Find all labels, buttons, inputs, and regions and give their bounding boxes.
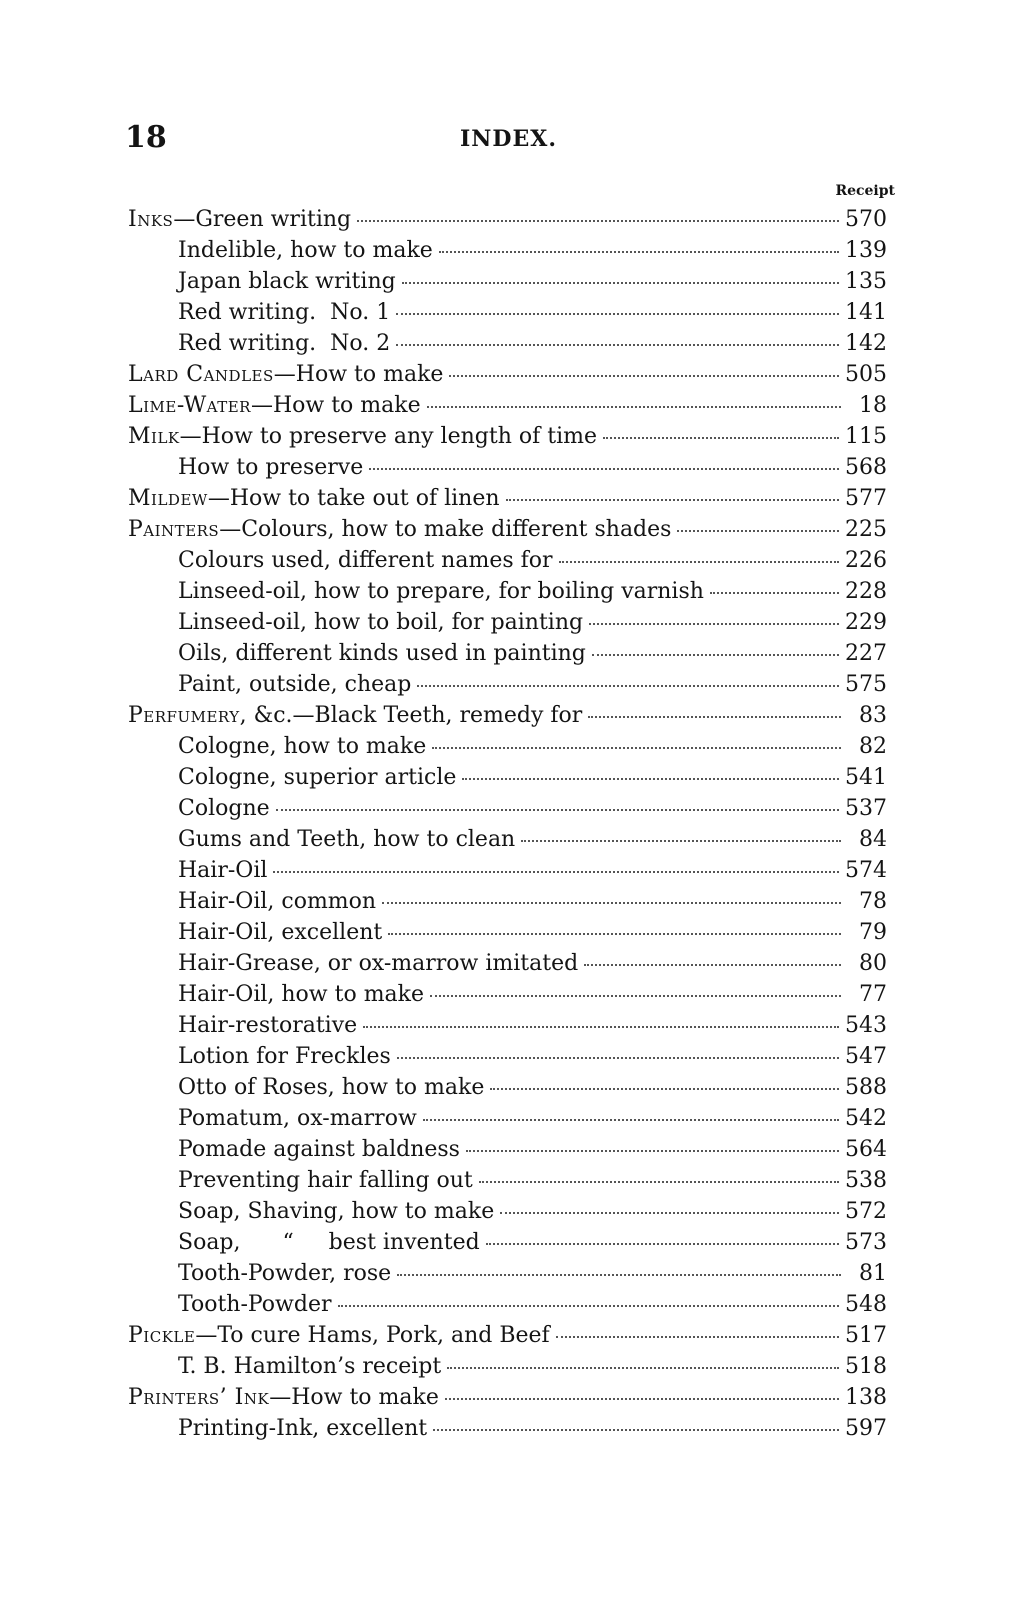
receipt-number: 537 [845, 796, 887, 821]
entry-text: How to preserve [178, 455, 364, 480]
dot-leader [466, 1150, 839, 1152]
receipt-number: 83 [859, 703, 887, 728]
index-entry-sub [0, 855, 1035, 886]
entry-label [178, 297, 390, 328]
receipt-number: 115 [845, 424, 887, 449]
entry-text: Japan black writing [178, 269, 396, 294]
entry-label [178, 1227, 480, 1258]
index-entry-sub [0, 886, 1035, 917]
entry-text: —How to make [273, 362, 444, 387]
entry-label [178, 545, 553, 576]
receipt-number: 597 [845, 1416, 887, 1441]
receipt-number: 135 [845, 269, 887, 294]
dot-leader [427, 406, 841, 408]
receipt-number: 547 [845, 1044, 887, 1069]
receipt-number: 138 [845, 1385, 887, 1410]
entry-text: Hair-Oil [178, 858, 268, 883]
dot-leader [677, 530, 839, 532]
entry-label [178, 762, 456, 793]
entry-text: Otto of Roses, how to make [178, 1075, 485, 1100]
entry-label [128, 700, 582, 731]
entry-label [178, 917, 382, 948]
entry-label [178, 731, 426, 762]
entry-text: —Colours, how to make different shades [219, 517, 672, 542]
dot-leader [423, 1119, 839, 1121]
entry-text: Hair-Grease, or ox-marrow imitated [178, 951, 579, 976]
entry-text: Cologne [178, 796, 270, 821]
entry-label [178, 1103, 417, 1134]
index-entry-sub [0, 545, 1035, 576]
entry-text: —How to preserve any length of time [179, 424, 598, 449]
entry-label [178, 1041, 391, 1072]
entry-label [178, 1351, 441, 1382]
entry-text: —Green writing [173, 207, 352, 232]
index-entry-sub [0, 793, 1035, 824]
entry-label [178, 1072, 484, 1103]
entry-text: Preventing hair falling out [178, 1168, 473, 1193]
entry-label [178, 638, 586, 669]
index-entry-sub [0, 638, 1035, 669]
entry-text: Paint, outside, cheap [178, 672, 412, 697]
index-entry-sub [0, 297, 1035, 328]
dot-leader [506, 499, 839, 501]
dot-leader [447, 1367, 839, 1369]
receipt-number: 139 [845, 238, 887, 263]
entry-label [178, 607, 583, 638]
entry-text: —How to make [250, 393, 421, 418]
index-entry-sub [0, 979, 1035, 1010]
entry-text: Red writing. No. 2 [178, 331, 391, 356]
dot-leader [432, 747, 841, 749]
receipt-number: 538 [845, 1168, 887, 1193]
receipt-number: 79 [859, 920, 887, 945]
entry-heading: Pickle [128, 1323, 196, 1348]
entry-label [178, 452, 363, 483]
dot-leader [449, 375, 839, 377]
entry-text: Linseed-oil, how to boil, for painting [178, 610, 584, 635]
index-entry-main [0, 1382, 1035, 1413]
dot-leader [521, 840, 841, 842]
index-entry-sub [0, 731, 1035, 762]
index-entry-sub [0, 1072, 1035, 1103]
entry-heading: Mildew [128, 486, 208, 511]
dot-leader [397, 1274, 841, 1276]
entry-text: Cologne, superior article [178, 765, 457, 790]
entry-label [178, 669, 411, 700]
receipt-number: 225 [845, 517, 887, 542]
entry-text: Hair-restorative [178, 1013, 358, 1038]
receipt-number: 517 [845, 1323, 887, 1348]
receipt-number: 141 [845, 300, 887, 325]
receipt-number: 572 [845, 1199, 887, 1224]
entry-label [178, 1289, 332, 1320]
receipt-number: 505 [845, 362, 887, 387]
receipt-number: 568 [845, 455, 887, 480]
dot-leader [556, 1336, 839, 1338]
receipt-number: 575 [845, 672, 887, 697]
index-entry-main [0, 514, 1035, 545]
entry-text: Pomade against baldness [178, 1137, 460, 1162]
entry-heading: Perfumery [128, 703, 240, 728]
receipt-number: 226 [845, 548, 887, 573]
entry-label [178, 1134, 460, 1165]
dot-leader [357, 220, 839, 222]
receipt-number: 541 [845, 765, 887, 790]
entry-label [128, 421, 597, 452]
dot-leader [276, 809, 839, 811]
dot-leader [559, 561, 839, 563]
dot-leader [490, 1088, 839, 1090]
dot-leader [396, 344, 839, 346]
entry-label [178, 1010, 357, 1041]
entry-text: , &c.—Black Teeth, remedy for [239, 703, 583, 728]
receipt-number: 570 [845, 207, 887, 232]
dot-leader [588, 716, 841, 718]
entry-heading: Lard Candles [128, 362, 274, 387]
receipt-number: 78 [859, 889, 887, 914]
entry-text: Colours used, different names for [178, 548, 553, 573]
dot-leader [430, 995, 841, 997]
dot-leader [397, 1057, 839, 1059]
receipt-number: 228 [845, 579, 887, 604]
dot-leader [486, 1243, 839, 1245]
entry-text: Hair-Oil, common [178, 889, 377, 914]
dot-leader [433, 1429, 839, 1431]
receipt-number: 574 [845, 858, 887, 883]
entry-label [178, 1258, 391, 1289]
entry-text: Soap, Shaving, how to make [178, 1199, 495, 1224]
dot-leader [369, 468, 839, 470]
receipt-number: 84 [859, 827, 887, 852]
index-entries [0, 204, 1035, 1444]
entry-label [128, 483, 500, 514]
index-entry-sub [0, 576, 1035, 607]
index-entry-sub [0, 1134, 1035, 1165]
entry-label [128, 514, 671, 545]
entry-text: Oils, different kinds used in painting [178, 641, 586, 666]
entry-label [178, 948, 578, 979]
dot-leader [710, 592, 839, 594]
receipt-number: 588 [845, 1075, 887, 1100]
receipt-number: 518 [845, 1354, 887, 1379]
entry-text: Soap, “ best invented [178, 1230, 480, 1255]
page-number: 18 [125, 120, 167, 155]
entry-text: Hair-Oil, excellent [178, 920, 383, 945]
entry-label [178, 979, 424, 1010]
index-entry-main [0, 483, 1035, 514]
entry-text: Indelible, how to make [178, 238, 433, 263]
index-entry-main [0, 1320, 1035, 1351]
entry-text: Cologne, how to make [178, 734, 427, 759]
entry-text: Lotion for Freckles [178, 1044, 391, 1069]
index-entry-sub [0, 1351, 1035, 1382]
entry-label [178, 1413, 427, 1444]
index-entry-sub [0, 266, 1035, 297]
receipt-number: 227 [845, 641, 887, 666]
index-entry-sub [0, 1196, 1035, 1227]
entry-label [178, 576, 704, 607]
index-entry-sub [0, 1413, 1035, 1444]
entry-label [178, 1165, 473, 1196]
entry-label [178, 328, 390, 359]
receipt-number: 82 [859, 734, 887, 759]
receipt-number: 77 [859, 982, 887, 1007]
receipt-number: 142 [845, 331, 887, 356]
dot-leader [396, 313, 839, 315]
index-entry-sub [0, 1289, 1035, 1320]
entry-label [128, 1382, 439, 1413]
entry-label [178, 824, 515, 855]
index-entry-sub [0, 607, 1035, 638]
index-entry-sub [0, 1010, 1035, 1041]
index-entry-sub [0, 1041, 1035, 1072]
entry-label [178, 855, 267, 886]
dot-leader [462, 778, 839, 780]
dot-leader [417, 685, 839, 687]
entry-text: —To cure Hams, Pork, and Beef [195, 1323, 550, 1348]
index-entry-main [0, 700, 1035, 731]
receipt-number: 18 [859, 393, 887, 418]
entry-label [178, 266, 396, 297]
entry-label [128, 1320, 550, 1351]
dot-leader [603, 437, 839, 439]
entry-text: Printing-Ink, excellent [178, 1416, 428, 1441]
index-entry-sub [0, 1165, 1035, 1196]
running-head: INDEX. [460, 126, 557, 152]
entry-label [178, 235, 433, 266]
entry-heading: Inks [128, 207, 174, 232]
index-entry-sub [0, 948, 1035, 979]
index-entry-sub [0, 1258, 1035, 1289]
index-entry-sub [0, 1103, 1035, 1134]
receipt-number: 573 [845, 1230, 887, 1255]
entry-text: Linseed-oil, how to prepare, for boiling varnish [178, 579, 704, 604]
entry-text: Gums and Teeth, how to clean [178, 827, 516, 852]
entry-text: Hair-Oil, how to make [178, 982, 425, 1007]
index-entry-sub [0, 824, 1035, 855]
receipt-number: 577 [845, 486, 887, 511]
index-entry-main [0, 421, 1035, 452]
entry-label [128, 390, 421, 421]
dot-leader [584, 964, 841, 966]
entry-heading: Milk [128, 424, 180, 449]
dot-leader [479, 1181, 839, 1183]
index-entry-sub [0, 235, 1035, 266]
dot-leader [445, 1398, 839, 1400]
index-entry-sub [0, 762, 1035, 793]
entry-label [128, 204, 351, 235]
column-heading: Receipt [835, 183, 895, 199]
entry-text: —How to take out of linen [207, 486, 500, 511]
entry-text: Tooth-Powder, rose [178, 1261, 392, 1286]
receipt-number: 542 [845, 1106, 887, 1131]
dot-leader [500, 1212, 839, 1214]
receipt-number: 543 [845, 1013, 887, 1038]
entry-text: Tooth-Powder [178, 1292, 332, 1317]
dot-leader [589, 623, 839, 625]
entry-label [178, 793, 270, 824]
dot-leader [382, 902, 841, 904]
index-entry-sub [0, 1227, 1035, 1258]
entry-text: Pomatum, ox-marrow [178, 1106, 417, 1131]
receipt-number: 80 [859, 951, 887, 976]
index-entry-sub [0, 669, 1035, 700]
dot-leader [402, 282, 839, 284]
index-entry-main [0, 359, 1035, 390]
dot-leader [592, 654, 839, 656]
entry-text: Red writing. No. 1 [178, 300, 391, 325]
entry-text: —How to make [269, 1385, 439, 1410]
index-entry-sub [0, 452, 1035, 483]
index-entry-sub [0, 328, 1035, 359]
receipt-number: 229 [845, 610, 887, 635]
entry-heading: Painters [128, 517, 220, 542]
entry-label [178, 1196, 494, 1227]
receipt-number: 548 [845, 1292, 887, 1317]
index-entry-sub [0, 917, 1035, 948]
index-entry-main [0, 204, 1035, 235]
dot-leader [388, 933, 841, 935]
dot-leader [338, 1305, 839, 1307]
dot-leader [363, 1026, 839, 1028]
entry-text: T. B. Hamilton’s receipt [178, 1354, 442, 1379]
receipt-number: 564 [845, 1137, 887, 1162]
receipt-number: 81 [859, 1261, 887, 1286]
entry-heading: Lime-Water [128, 393, 251, 418]
dot-leader [439, 251, 839, 253]
entry-heading: Printers’ Ink [128, 1385, 270, 1410]
entry-label [128, 359, 443, 390]
entry-label [178, 886, 376, 917]
index-entry-main [0, 390, 1035, 421]
dot-leader [273, 871, 839, 873]
